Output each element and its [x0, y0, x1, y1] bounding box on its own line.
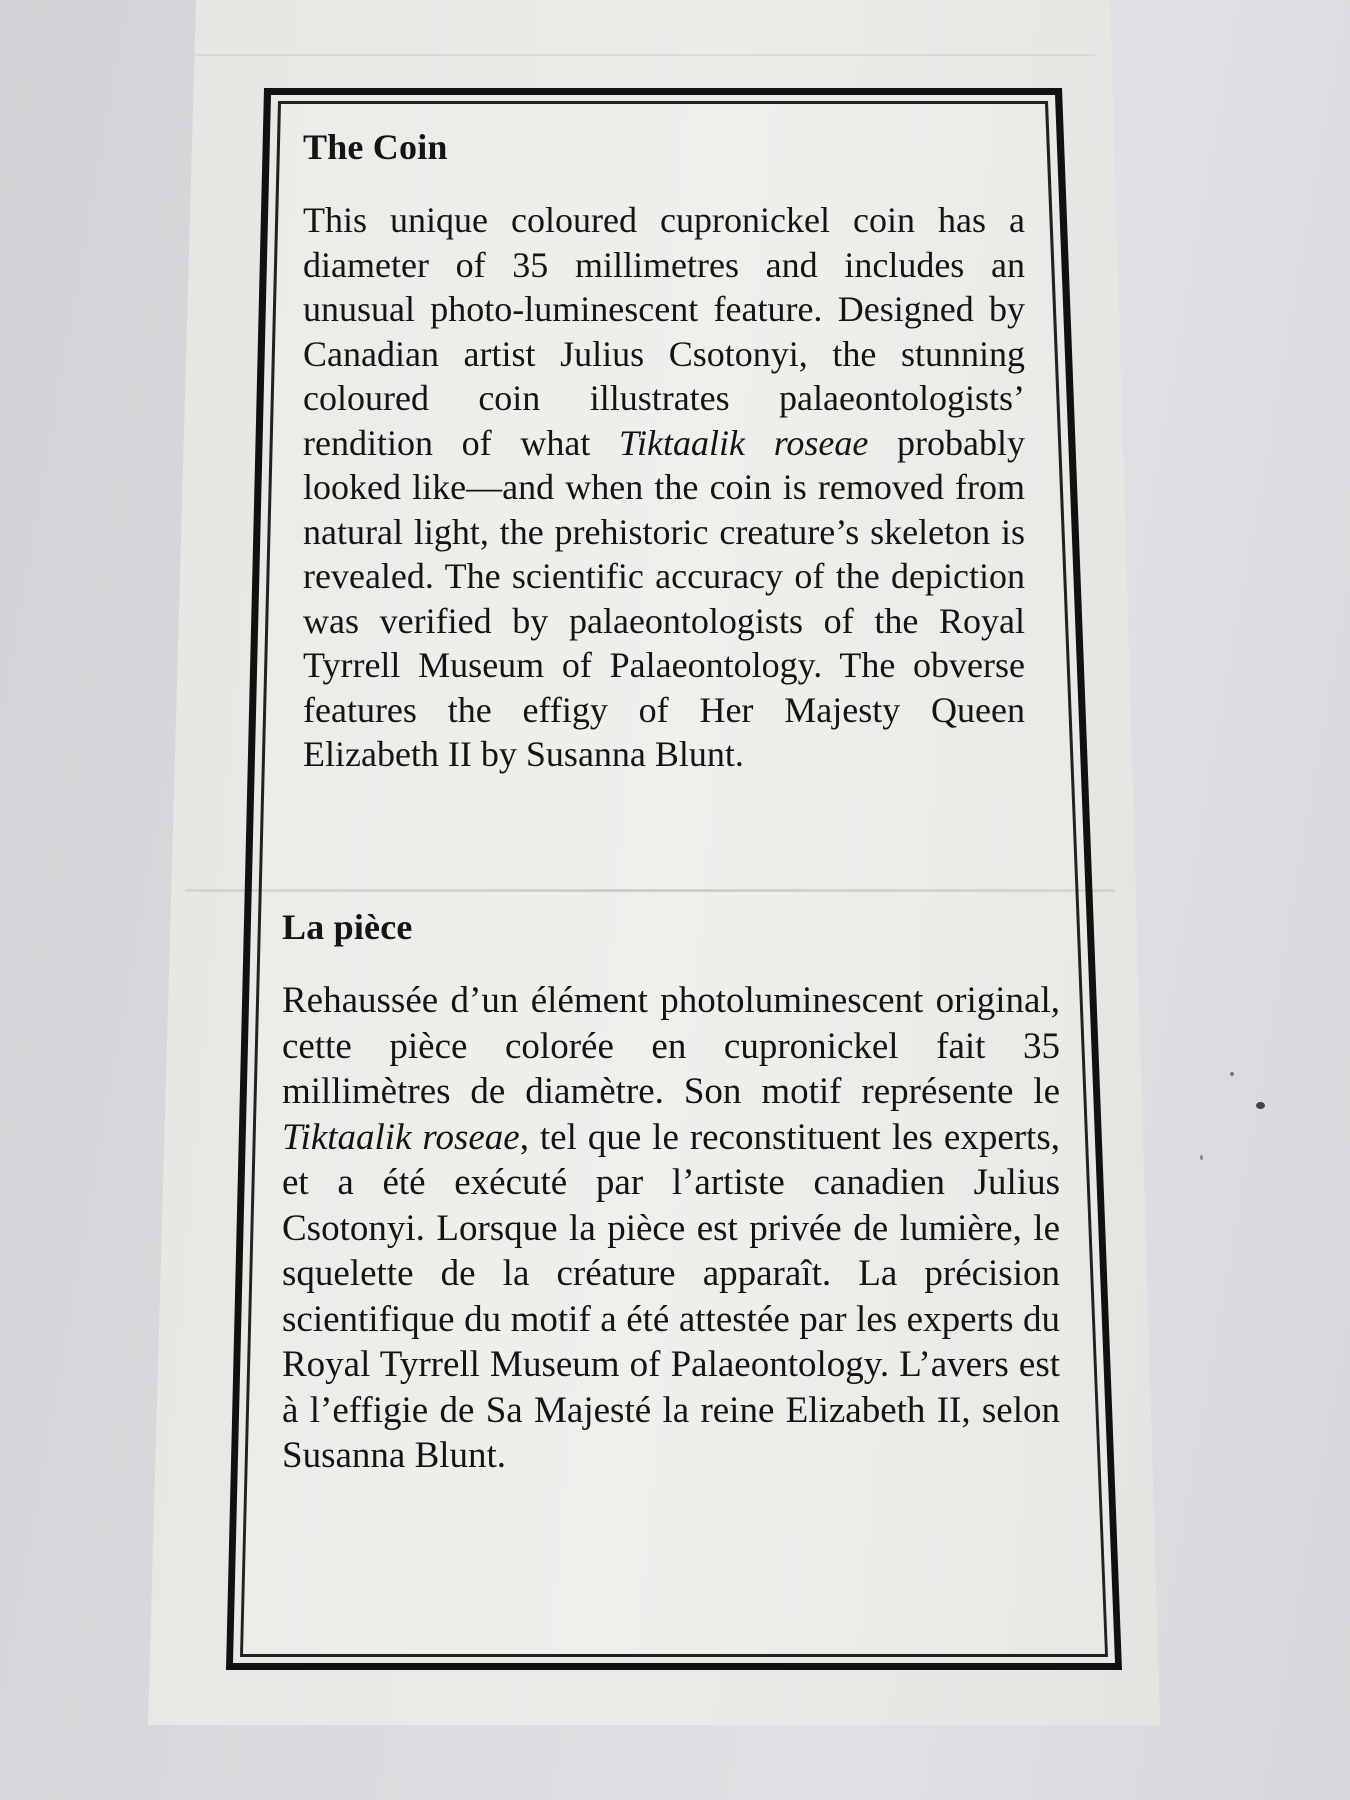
french-heading: La pièce: [282, 907, 413, 947]
english-heading: The Coin: [303, 127, 448, 167]
top-fold-line: [195, 54, 1095, 56]
french-species-name: Tiktaalik roseae: [282, 1116, 520, 1158]
english-species-name: Tiktaalik roseae: [619, 422, 869, 463]
english-text-part-2: probably looked like—and when the coin is removed from natural light, the prehistoric creature’s skeleton is revealed. The scientific accuracy of the depiction was verified by palaeontologists of the Royal Tyrrell Museum of Palaeontology. The obverse features the effigy of Her Majesty Queen Elizabeth II by Susanna Blunt.: [303, 422, 1025, 774]
center-fold-line: [185, 889, 1115, 892]
dust-speck: [1230, 1072, 1234, 1076]
dust-speck: [1200, 1155, 1203, 1160]
french-text-part-2: , tel que le reconstituent les experts, et a été exécuté par l’artiste canadien Julius Csotonyi. Lorsque la pièce est privée de lumière, le squelette de la créature apparaît. La précision scientifique du motif a été attestée par les experts du Royal Tyrrell Museum of Palaeontology. L’avers est à l’effigie de Sa Majesté la reine Elizabeth II, selon Susanna Blunt.: [282, 1116, 1060, 1476]
french-paragraph: [282, 978, 1060, 1479]
english-paragraph: [303, 198, 1025, 777]
english-section: [303, 126, 1025, 777]
english-text-part-1: This unique coloured cupronickel coin has a diameter of 35 millimetres and includes an unusual photo-luminescent feature. Designed by Canadian artist Julius Csotonyi, the stunning coloured coin illustrates palaeontologists’ rendition of what: [303, 200, 1025, 463]
french-section: [282, 906, 1060, 1479]
french-text-part-1: Rehaussée d’un élément photoluminescent original, cette pièce colorée en cupronickel fait 35 millimètres de diamètre. Son motif représente le: [282, 980, 1060, 1112]
dust-speck: [1256, 1102, 1265, 1109]
